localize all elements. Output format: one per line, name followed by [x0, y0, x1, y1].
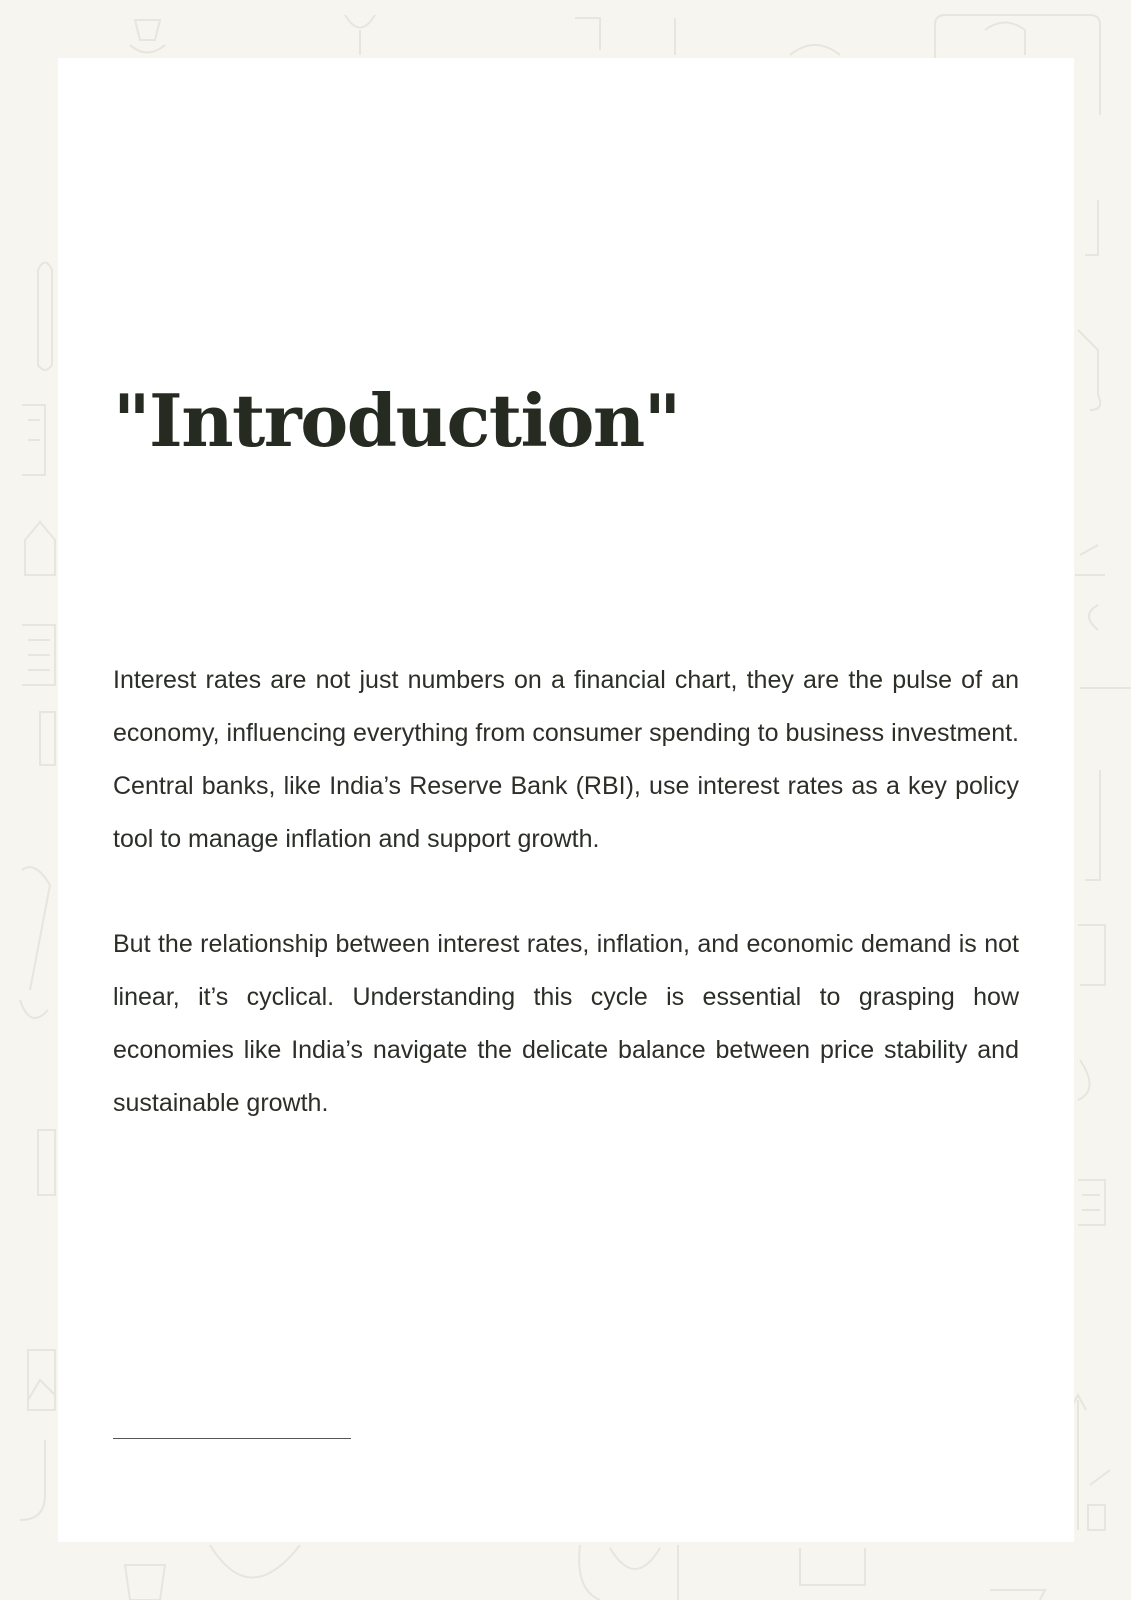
key-doodle-icon [20, 1440, 45, 1520]
cup-doodle-icon [125, 1565, 165, 1600]
hand-doodle-icon [1078, 330, 1100, 410]
document-page [58, 58, 1074, 1542]
book-doodle-icon [22, 405, 45, 475]
bulb-doodle-icon [579, 1545, 678, 1600]
stack-doodle-icon [1078, 1180, 1105, 1225]
page-title: "Introduction" [113, 378, 680, 463]
cash-doodle-icon [1075, 545, 1131, 688]
bottle-doodle-icon [1085, 200, 1098, 255]
lamp-doodle-icon [130, 20, 165, 53]
pen-doodle-icon [20, 867, 50, 1018]
chart-doodle-icon [28, 1350, 55, 1410]
card-doodle-icon [40, 712, 55, 765]
dome-doodle-icon [790, 45, 840, 55]
tube-doodle-icon [38, 263, 52, 371]
wallet-doodle-icon [1085, 770, 1100, 880]
footnote-divider [113, 1438, 351, 1439]
document-doodle-icon [22, 625, 55, 685]
clock-doodle-icon [1078, 1060, 1090, 1100]
house-doodle-icon [25, 522, 55, 575]
monitor-doodle-icon [1078, 925, 1105, 985]
arrow-doodle-icon [1070, 1395, 1110, 1530]
cart-doodle-icon [990, 1590, 1045, 1600]
phone-doodle-icon [38, 1130, 55, 1195]
frame-doodle-icon [575, 18, 675, 55]
body-text [113, 654, 1019, 1182]
register-doodle-icon [800, 1548, 865, 1585]
paragraph-interest-rates: Interest rates are not just numbers on a financial chart, they are the pulse of an economy, influencing everything from consumer spending to business investment. Central banks, like India’s Reserve Bank (RBI), use interest rates as a key policy tool to manage inflation and support growth. [113, 666, 1019, 853]
plant-doodle-icon [345, 15, 375, 55]
paragraph-cycle: But the relationship between interest rates, inflation, and economic demand is not linear, it’s cyclical. Understanding this cycle is essential to grasping how economies like India’s navigate the delicate balance between price stability and sustainable growth. [113, 930, 1019, 1117]
globe-doodle-icon [210, 1545, 300, 1578]
